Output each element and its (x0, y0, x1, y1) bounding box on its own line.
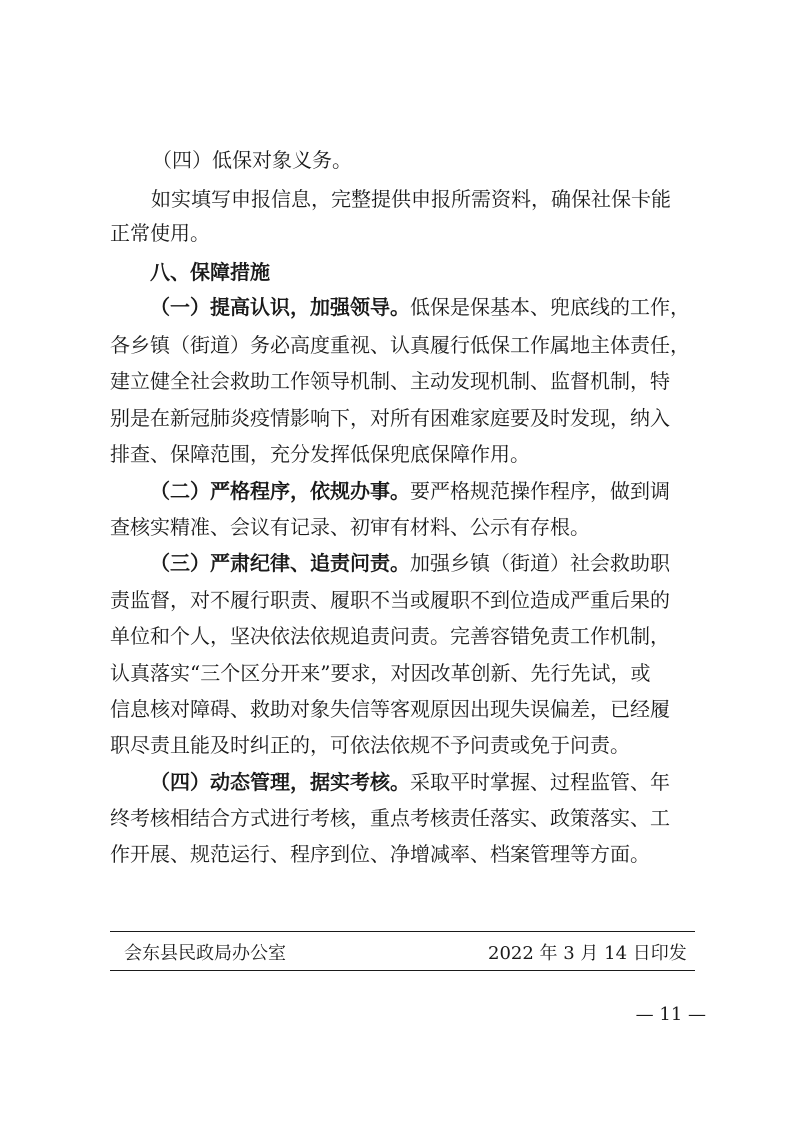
item-4-body-line-1 (151, 181, 793, 217)
measure-2-text: 查核实精准、会议有记录、初审有材料、公示有存根。 (110, 515, 590, 539)
measure-2-text: 要严格规范操作程序，做到调 (410, 479, 670, 503)
measure-1-line-5 (110, 436, 793, 472)
measure-4-line-1 (150, 764, 793, 800)
measure-1-lead: （一）提高认识，加强领导。 (150, 295, 410, 319)
item-4-body-text: 如实填写申报信息，完整提供申报所需资料，确保社保卡能 (151, 187, 671, 211)
measure-3-text: 职尽责且能及时纠正的，可依法依规不予问责或免于问责。 (110, 733, 630, 757)
measure-1-text: 别是在新冠肺炎疫情影响下，对所有困难家庭要及时发现，纳入 (110, 406, 670, 430)
measure-1-line-4 (110, 400, 793, 436)
measure-3-line-3 (110, 618, 793, 654)
page-number: — 11 — (635, 1004, 706, 1025)
measure-3-line-1 (150, 545, 793, 581)
section-8-heading-text: 八、保障措施 (150, 260, 270, 284)
measure-2-line-2 (110, 509, 793, 545)
measure-4-line-2 (110, 800, 793, 836)
measure-4-lead: （四）动态管理，据实考核。 (150, 770, 410, 794)
measure-3-text: 责监督，对不履行职责、履职不当或履职不到位造成严重后果的 (110, 588, 670, 612)
measure-1-text: 低保是保基本、兜底线的工作， (410, 295, 690, 319)
measure-2-lead: （二）严格程序，依规办事。 (150, 479, 410, 503)
footer-issuer: 会东县民政局办公室 (124, 943, 286, 964)
item-4-heading-text: （四）低保对象义务。 (152, 148, 352, 172)
measure-1-line-1 (150, 289, 793, 325)
measure-2-line-1 (150, 473, 793, 509)
measure-1-line-2 (110, 327, 793, 363)
measure-3-line-6 (110, 727, 793, 763)
footer-top-rule (110, 931, 695, 932)
section-8-heading (150, 254, 793, 290)
measure-3-text: 认真落实“三个区分开来”要求，对因改革创新、先行先试，或 (110, 661, 651, 685)
measure-4-text: 终考核相结合方式进行考核，重点考核责任落实、政策落实、工 (110, 806, 670, 830)
measure-3-line-5 (110, 691, 793, 727)
measure-3-line-2 (110, 582, 793, 618)
measure-1-text: 建立健全社会救助工作领导机制、主动发现机制、监督机制，特 (110, 369, 670, 393)
measure-3-text: 信息核对障碍、救助对象失信等客观原因出现失误偏差，已经履 (110, 697, 670, 721)
item-4-body-text: 正常使用。 (110, 221, 210, 245)
measure-1-line-3 (110, 363, 793, 399)
measure-4-line-3 (110, 836, 793, 872)
measure-1-text: 排查、保障范围，充分发挥低保兜底保障作用。 (110, 442, 530, 466)
measure-3-line-4 (110, 655, 793, 691)
measure-3-text: 加强乡镇（街道）社会救助职 (410, 551, 670, 575)
item-4-body-line-2 (110, 215, 793, 251)
measure-1-text: 各乡镇（街道）务必高度重视、认真履行低保工作属地主体责任， (110, 333, 690, 357)
measure-4-text: 采取平时掌握、过程监管、年 (410, 770, 670, 794)
footer-bottom-rule (110, 970, 695, 971)
measure-3-text: 单位和个人，坚决依法依规追责问责。完善容错免责工作机制， (110, 624, 670, 648)
measure-4-text: 作开展、规范运行、程序到位、净增减率、档案管理等方面。 (110, 842, 650, 866)
item-4-heading (152, 142, 793, 178)
measure-3-lead: （三）严肃纪律、追责问责。 (150, 551, 410, 575)
footer-issue-date: 2022 年 3 月 14 日印发 (488, 943, 687, 964)
